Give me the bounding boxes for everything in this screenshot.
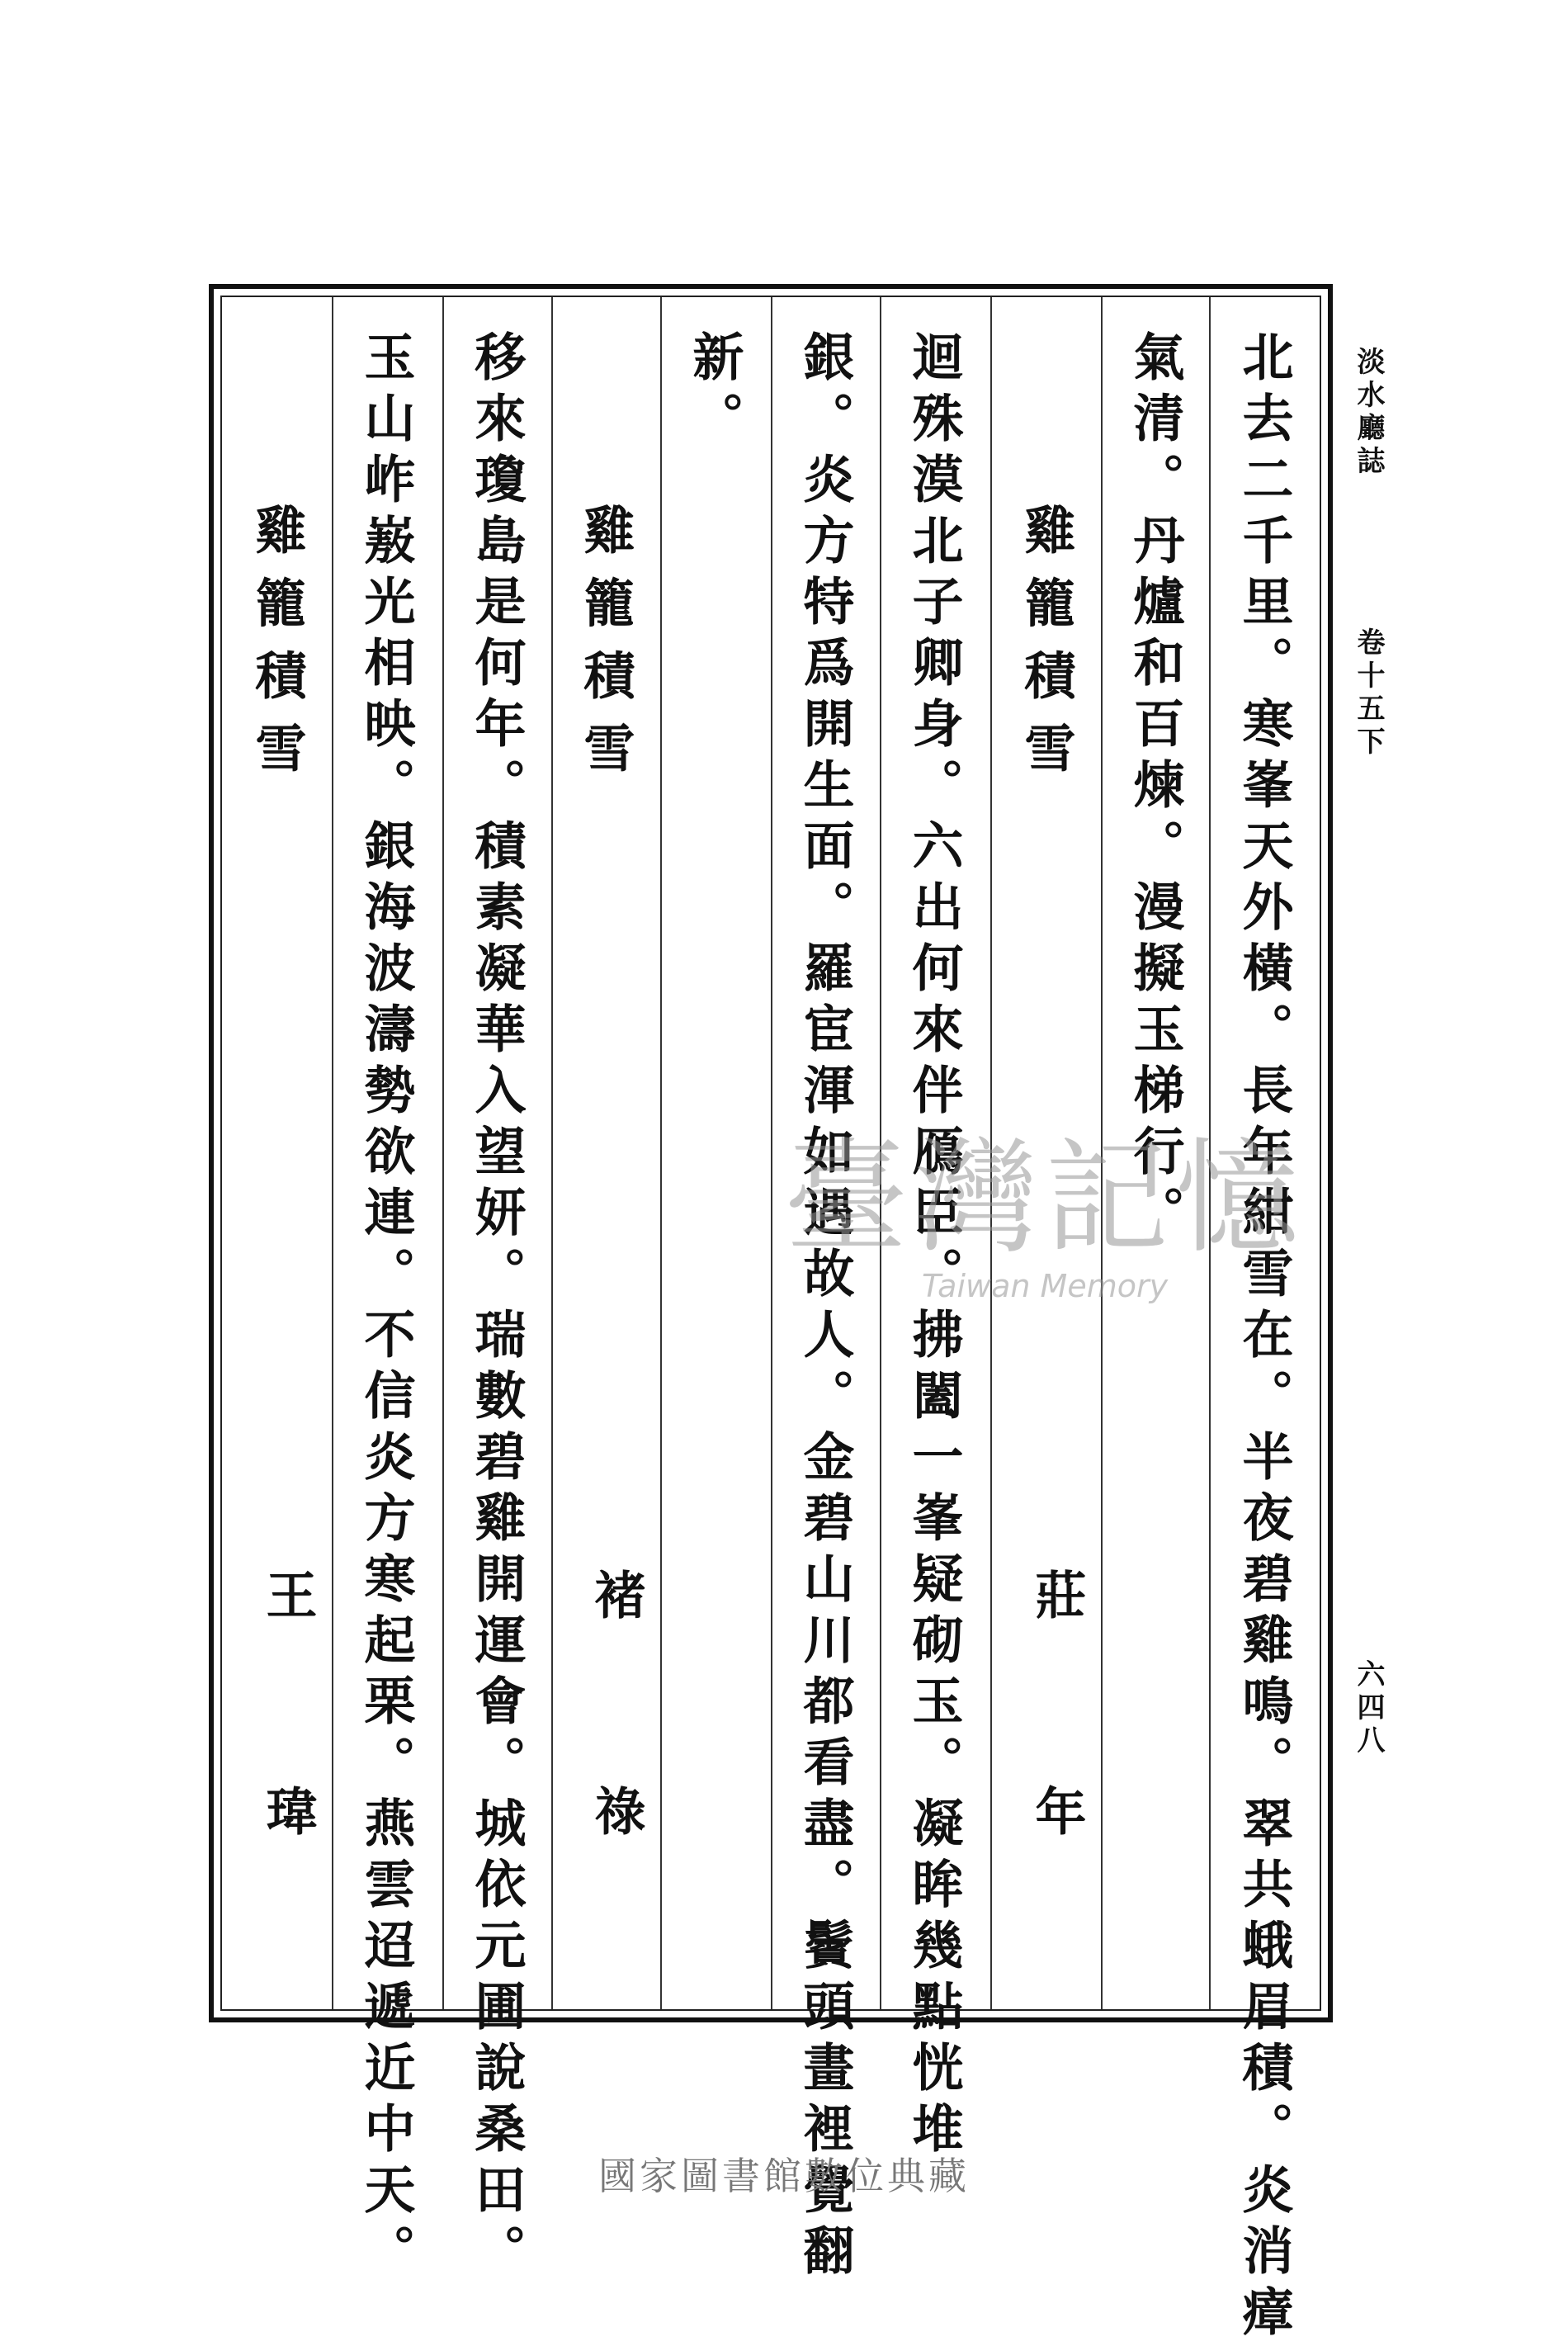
column-rule [551, 297, 553, 2009]
text-column-5: 銀。炎方特爲開生面。羅宦渾如遇故人。金碧山川都看盡。鬢頭畫裡覺翻 [795, 330, 855, 2285]
column-rule [660, 297, 662, 2009]
poem-title: 雞籠積雪 [1016, 504, 1076, 794]
poem-author: 莊年 [1027, 1568, 1087, 2001]
column-rule [442, 297, 444, 2009]
column-rule [1209, 297, 1211, 2009]
poem-title: 雞籠積雪 [247, 504, 307, 794]
footer-credit: 國家圖書館數位典藏 [598, 2154, 970, 2198]
text-column-9: 玉山岞㟼光相映。銀海波濤勢欲連。不信炎方寒起栗。燕雲迢遞近中天。 [356, 330, 416, 2285]
text-column-6: 新。 [684, 330, 744, 452]
volume-label: 卷十五下 [1352, 627, 1385, 759]
poem-author: 褚祿 [586, 1568, 646, 2001]
text-column-8: 移來瓊島是何年。積素凝華入望妍。瑞數碧雞開運會。城依元圃說桑田。 [466, 330, 527, 2285]
poem-author: 王瑋 [257, 1568, 318, 2001]
column-rule [990, 297, 992, 2009]
poem-title: 雞籠積雪 [575, 504, 635, 794]
book-title: 淡水廳誌 [1352, 347, 1385, 479]
text-column-1: 北去二千里。寒峯天外橫。長年紺雪在。半夜碧雞鳴。翠共蛾眉積。炎消瘴 [1234, 330, 1294, 2346]
column-rule [880, 297, 881, 2009]
column-rule [1101, 297, 1103, 2009]
text-column-4: 迴殊漠北子卿身。六出何來伴鴈臣。拂闔一峯疑砌玉。凝眸幾點恍堆 [904, 330, 964, 2163]
column-rule [771, 297, 772, 2009]
watermark-cjk: 臺灣記憶 [784, 1127, 1306, 1270]
text-column-2: 氣清。丹爐和百煉。漫擬玉梯行。 [1125, 330, 1185, 1246]
column-rule [332, 297, 333, 2009]
page-number: 六四八 [1352, 1659, 1385, 1758]
watermark-en: Taiwan Memory [921, 1268, 1169, 1304]
